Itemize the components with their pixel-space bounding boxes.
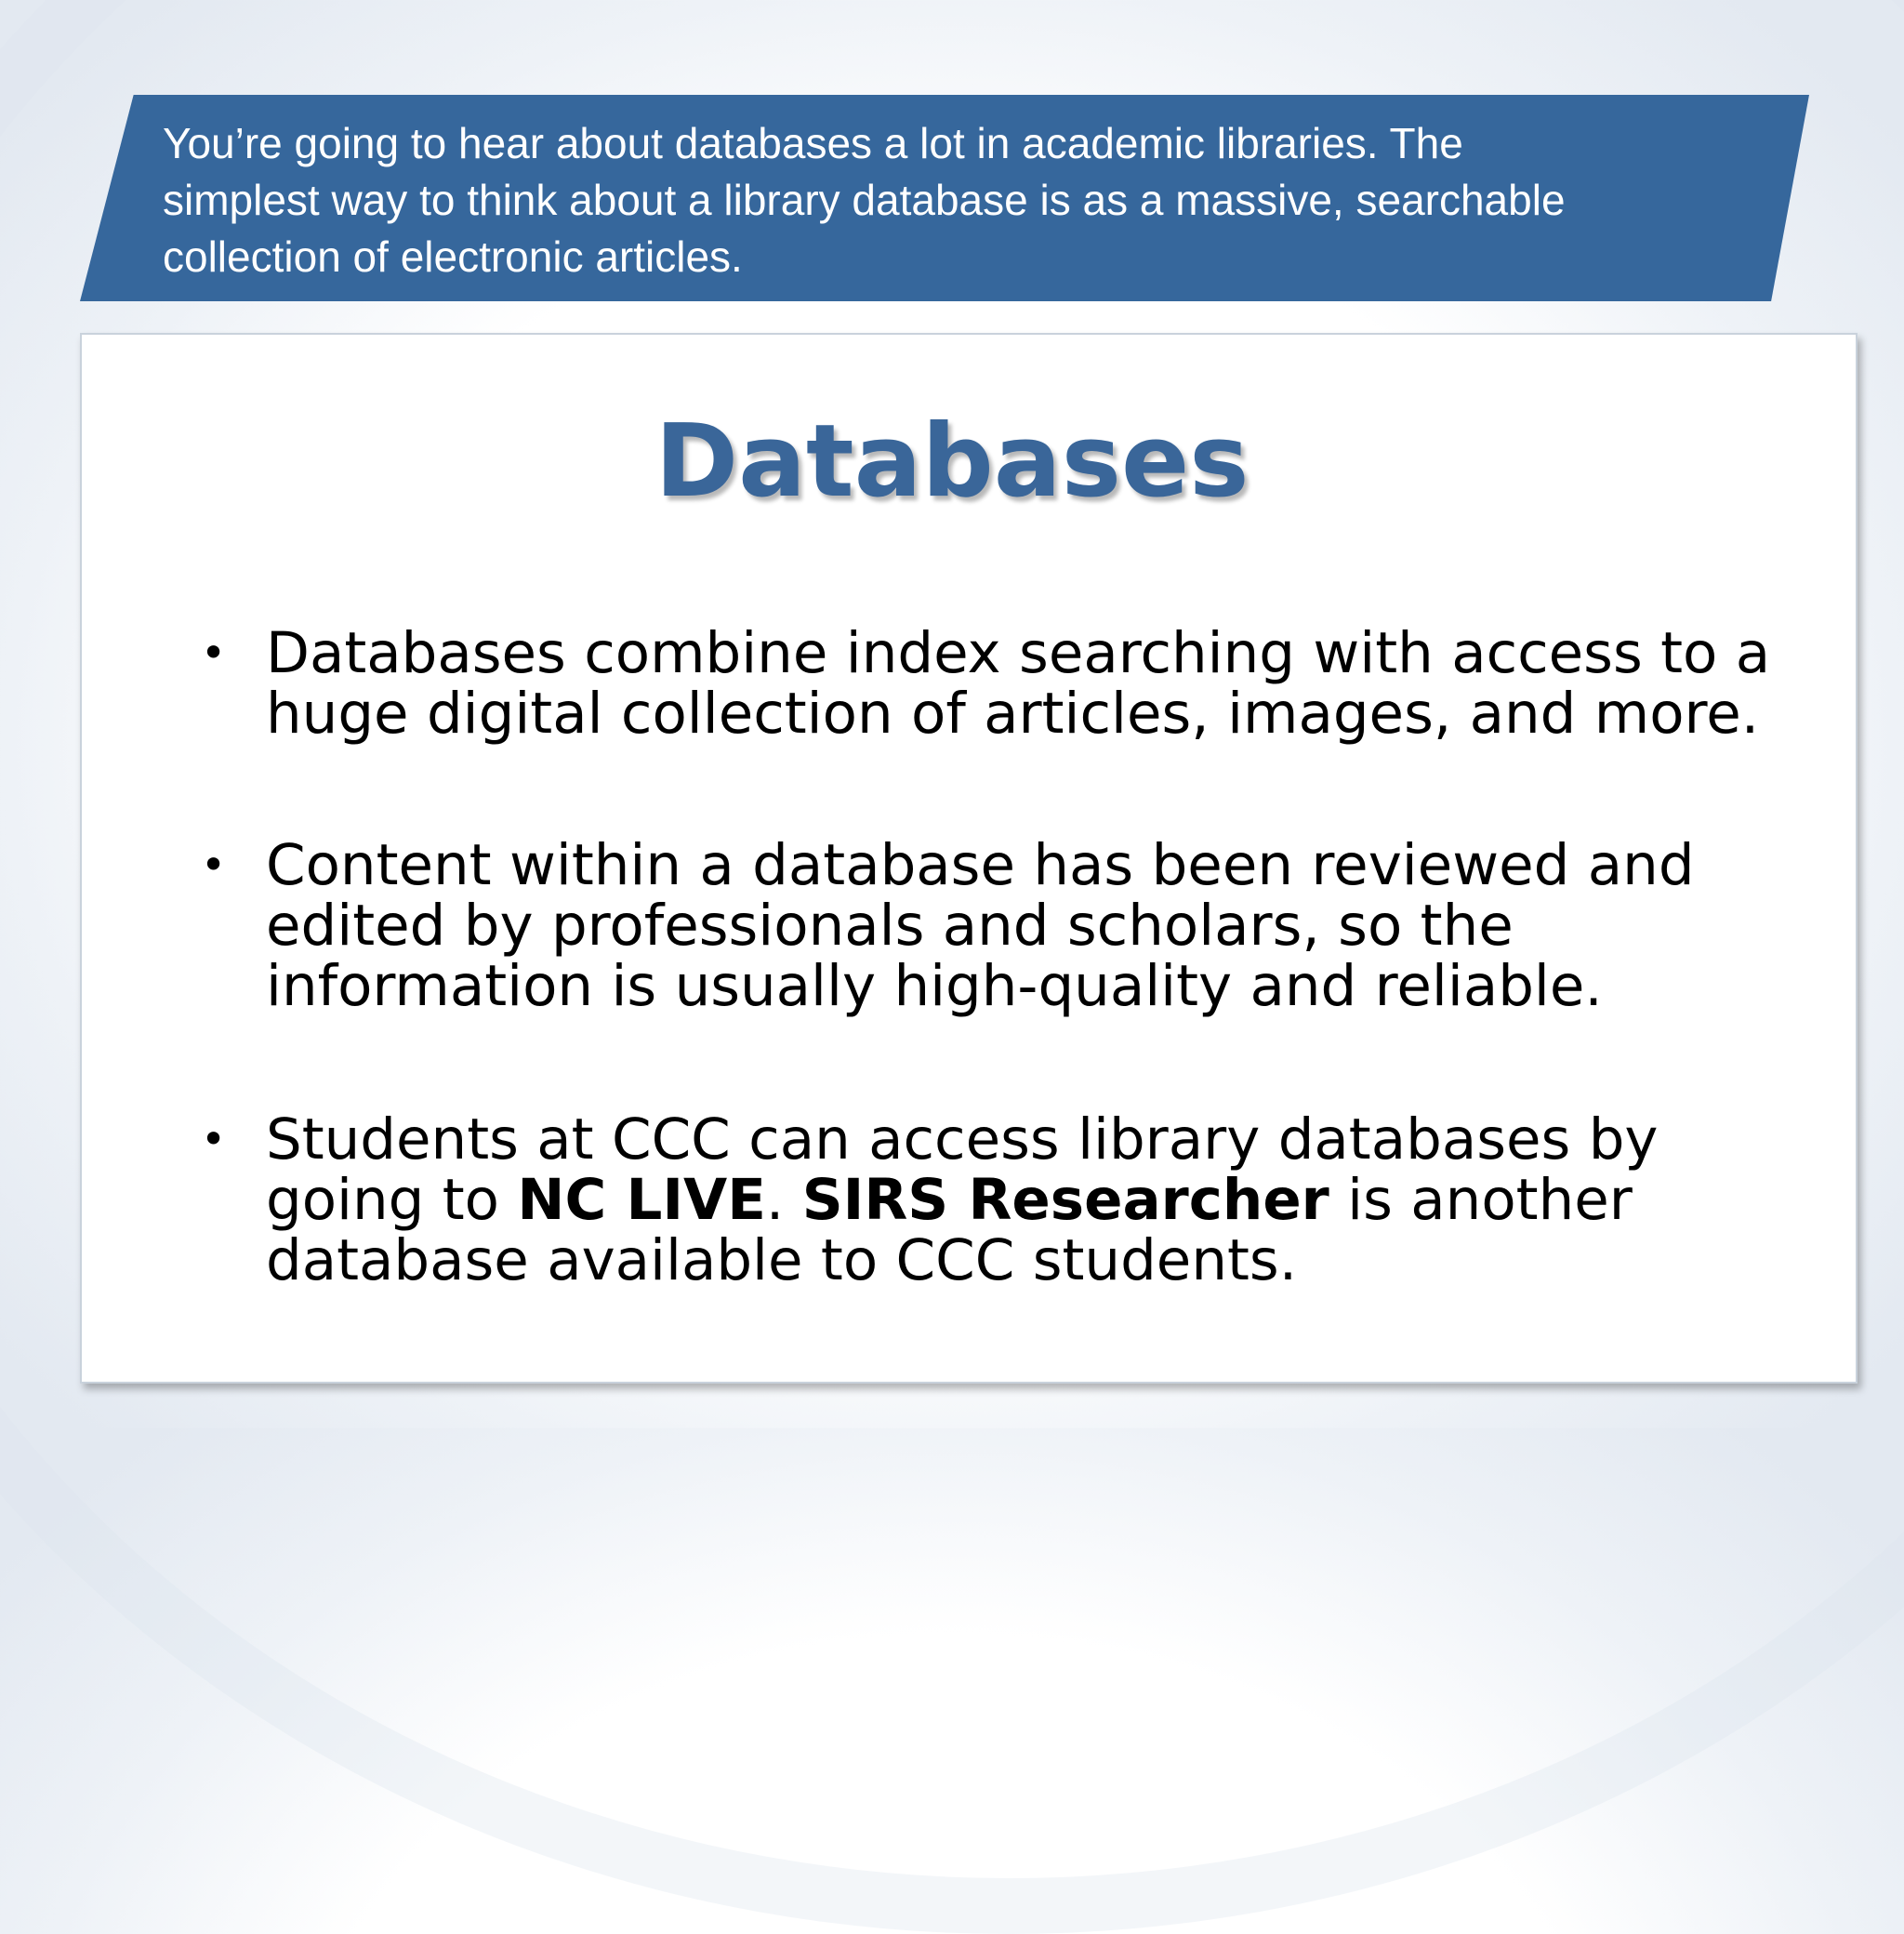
bullet-item: [201, 1106, 1809, 1295]
sirs-researcher-label: SIRS Researcher: [801, 1167, 1329, 1233]
bullet-text: Content within a database has been reviewed and edited by professionals and scholars, so the information is usually high-quality and reliable.: [266, 832, 1695, 1019]
bullet-dot: •: [201, 1114, 227, 1164]
bullet-item: [201, 620, 1809, 753]
bullet-text-part: is another database available to CCC students.: [266, 1167, 1633, 1293]
banner-text: You’re going to hear about databases a lot in academic libraries. The simplest way to think about a library database is as a massive, searchable collection of electronic articles.: [163, 119, 1566, 281]
bullet-dot: •: [201, 840, 227, 890]
bullet-item: [201, 832, 1809, 1021]
bullet-text-part: Students at CCC can access library databases by going to: [266, 1106, 1659, 1233]
bullet-text-part: .: [765, 1167, 802, 1233]
bullet-dot: •: [201, 628, 227, 678]
bullet-text: Databases combine index searching with access to a huge digital collection of articles, images, and more.: [266, 620, 1771, 747]
nc-live-label: NC LIVE: [517, 1167, 766, 1233]
slide-title: Databases: [654, 404, 1250, 520]
bullet-text: [266, 1106, 1809, 1293]
